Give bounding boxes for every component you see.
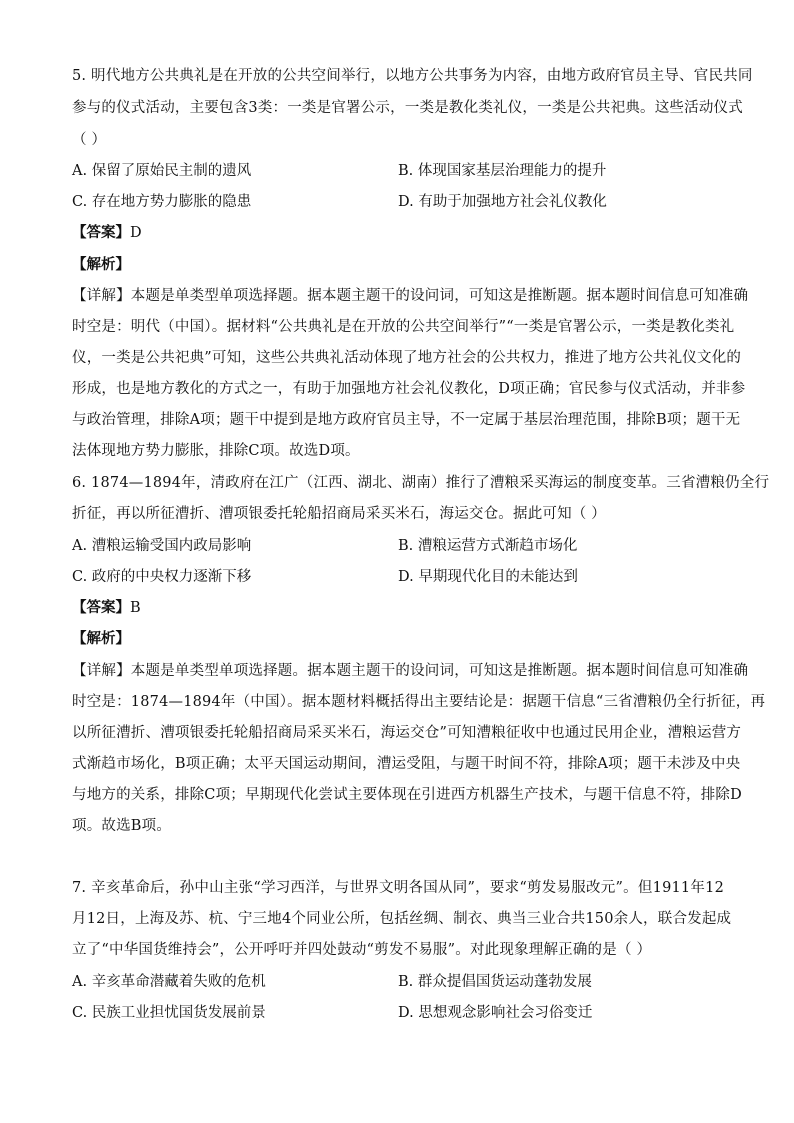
q5-answer	[72, 223, 142, 243]
q7-stem-line-3: 立了“中华国货维持会”，公开呼吁并四处鼓动“剪发不易服”。对此现象理解正确的是（ ）	[72, 942, 652, 958]
q6-detail-line-3: 以所征漕折、漕项银委托轮船招商局采买米石，海运交仓”可知漕粮征收中也通过民用企业，漕粮运营方	[72, 725, 742, 741]
q6-detail-line-6: 项。故选B项。	[72, 818, 172, 834]
answer-value: D	[130, 225, 142, 241]
q5-option-b: B. 体现国家基层治理能力的提升	[398, 163, 607, 179]
q6-detail-line-4: 式渐趋市场化，B项正确；太平天国运动期间，漕运受阻，与题干时间不符，排除A项；题干未涉及中央	[72, 756, 741, 772]
q5-stem-line-3: （ ）	[72, 132, 107, 148]
q7-option-c: C. 民族工业担忧国货发展前景	[72, 1005, 266, 1021]
q5-option-a: A. 保留了原始民主制的遗风	[72, 163, 252, 179]
q5-option-d: D. 有助于加强地方社会礼仪教化	[398, 194, 607, 210]
q6-detail-line-1: 【详解】本题是单类型单项选择题。据本题主题干的设问词，可知这是推断题。据本题时间信息可知准确	[72, 663, 749, 679]
q5-detail-line-1: 【详解】本题是单类型单项选择题。据本题主题干的设问词，可知这是推断题。据本题时间信息可知准确	[72, 288, 749, 304]
q5-detail-line-4: 形成，也是地方教化的方式之一，有助于加强地方社会礼仪教化，D项正确；官民参与仪式活动，并非参	[72, 381, 746, 397]
q7-option-a: A. 辛亥革命潜藏着失败的危机	[72, 974, 266, 990]
q5-analysis-label: 【解析】	[72, 256, 130, 273]
q6-analysis-label: 【解析】	[72, 630, 130, 647]
q7-option-d: D. 思想观念影响社会习俗变迁	[398, 1005, 593, 1021]
q6-option-c: C. 政府的中央权力逐渐下移	[72, 569, 252, 585]
answer-value: B	[130, 600, 141, 616]
q5-detail-line-5: 与政治管理，排除A项；题干中提到是地方政府官员主导，不一定属于基层治理范围，排除B项；题干无	[72, 412, 741, 428]
q7-stem-line-2: 月12日，上海及苏、杭、宁三地4个同业公所，包括丝绸、制衣、典当三业合共150余人，联合发起成	[72, 911, 732, 927]
q6-option-d: D. 早期现代化目的未能达到	[398, 569, 578, 585]
q5-detail-line-2: 时空是：明代（中国）。据材料“公共典礼是在开放的公共空间举行”“一类是官署公示，一类是教化类礼	[72, 319, 735, 335]
q5-option-c: C. 存在地方势力膨胀的隐患	[72, 194, 252, 210]
q6-stem-line-2: 折征，再以所征漕折、漕项银委托轮船招商局采买米石，海运交仓。据此可知（ ）	[72, 506, 607, 522]
answer-label: 【答案】	[72, 599, 130, 616]
q6-answer	[72, 598, 141, 618]
q5-stem-line-1: 5. 明代地方公共典礼是在开放的公共空间举行，以地方公共事务为内容，由地方政府官员主导、官民共同	[72, 68, 753, 84]
q6-option-a: A. 漕粮运输受国内政局影响	[72, 538, 252, 554]
q6-detail-line-5: 与地方的关系，排除C项；早期现代化尝试主要体现在引进西方机器生产技术，与题干信息不符，排除D	[72, 787, 742, 803]
q5-detail-line-6: 法体现地方势力膨胀，排除C项。故选D项。	[72, 443, 360, 459]
q5-stem-line-2: 参与的仪式活动，主要包含3类：一类是官署公示，一类是教化类礼仪，一类是公共祀典。这些活动仪式	[72, 100, 743, 116]
q6-stem-line-1: 6. 1874—1894年，清政府在江广（江西、湖北、湖南）推行了漕粮采买海运的制度变革。三省漕粮仍全行	[72, 475, 770, 491]
q7-option-b: B. 群众提倡国货运动蓬勃发展	[398, 974, 592, 990]
q5-detail-line-3: 仪，一类是公共祀典”可知，这些公共典礼活动体现了地方社会的公共权力，推进了地方公共礼仪文化的	[72, 350, 742, 366]
q6-option-b: B. 漕粮运营方式渐趋市场化	[398, 538, 578, 554]
q6-detail-line-2: 时空是：1874—1894年（中国）。据本题材料概括得出主要结论是：据题干信息“三省漕粮仍全行折征，再	[72, 694, 766, 710]
answer-label: 【答案】	[72, 224, 130, 241]
q7-stem-line-1: 7. 辛亥革命后，孙中山主张“学习西洋，与世界文明各国从同”，要求“剪发易服改元”。但1911年12	[72, 880, 724, 896]
